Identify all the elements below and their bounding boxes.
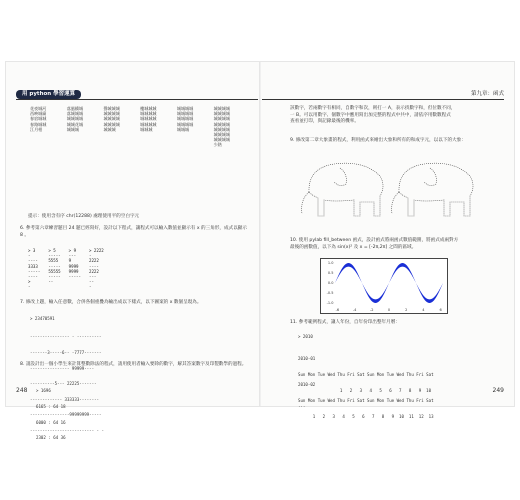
intro-line: 查看並打印，與記錄最後的機率。 (290, 119, 359, 124)
question-10 (290, 238, 504, 251)
question-6: 6. 參考第六章練習題目 24 題已經寫好，設計以下程式，讓程式可以輸入數值並顯示有 x 的三角形，成式以顯示 8 。 (20, 226, 247, 238)
x-ticks (336, 308, 442, 312)
left-header (16, 90, 81, 99)
y-tick-label: 0.5 (327, 271, 334, 276)
poem-column: 花夜城河 西映城廟 春宿城城 春路城城 江月相 (30, 106, 47, 132)
calendar-line: Sun Mon Tue Wed Thu Fri Sat Sun Mon Tue Wed Thu Fri Sat (298, 372, 434, 378)
triangle-table (28, 248, 104, 290)
diamond-prompt: > 23470591 (30, 316, 55, 321)
poem-column: 城城城城 城城城城 城城城城 城城城城 城城城城 城城城城 城城城城 少熱 (213, 106, 230, 148)
table-column: > 5 ----- 5555 ----- 55555 ----- -- (48, 248, 61, 285)
left-page (6, 62, 260, 441)
x-tick-label: -6 (335, 308, 340, 312)
intro-line: 一 B。可以用數字、個數字中應用寫出加完整的程式中共中，請依序用數數程式 (290, 112, 451, 118)
calendar-line: 2010-02 (298, 382, 316, 388)
x-tick-label: 6 (439, 308, 442, 312)
poem-block (30, 106, 230, 148)
calendar-line: 1 2 3 4 5 6 7 8 9 10 11 12 13 (298, 413, 434, 419)
division-line: 6000 : 64 16 (36, 419, 66, 425)
diamond-line: -------3-----6-- -7777------- (30, 350, 102, 356)
x-tick-label: -4 (352, 308, 357, 312)
table-column: > 2222 - 2222 ---- 2222 --- -- - (88, 248, 104, 290)
diamond-line: ---------------- - ---------- (30, 334, 102, 340)
division-line: 6165 : 64 18 (36, 404, 66, 410)
calendar-line: Sun Mon Tue Wed Thu Fri Sat Sun Mon Tue Wed Thu Fri Sat (298, 398, 434, 404)
elephant-right (392, 163, 473, 216)
division-line: 2302 : 64 36 (36, 435, 66, 441)
intro-line: 該數字，若兩數字有相同，自數字和次，則打一 A，表示找數字和，但位數不同， (290, 106, 456, 111)
intro-paragraph (290, 106, 504, 126)
right-header-rule (262, 99, 504, 100)
y-tick-label: -1.0 (326, 301, 334, 306)
x-tick-label: 0 (387, 308, 391, 312)
right-header (471, 90, 504, 99)
diamond-line: ------------- 333333-------- (30, 396, 100, 402)
y-tick-label: 0.0 (327, 281, 334, 286)
right-page (260, 62, 514, 419)
question-11: 11. 參考範例程式，讓人年份，自年份印出整年月曆： (290, 320, 400, 325)
table-column: > 3 - ---- 3333 ----- ---- > - (28, 248, 41, 290)
diamond-line: ----------5--- 22225------- (30, 381, 97, 387)
left-page-number: 248 (16, 387, 28, 394)
right-page-number: 249 (492, 387, 504, 394)
calendar-line: ... (298, 403, 306, 409)
filled-band (335, 263, 443, 303)
poem-column: 城城城城 城城城城 城城城城 城城城城 城城城 (176, 106, 194, 132)
hint-text: 提示：使用含有序 chr(12288) 處理使用平的空白字元 (28, 214, 140, 219)
elephant-left (302, 163, 383, 216)
left-header-rule (16, 99, 258, 100)
division-output (36, 378, 66, 451)
question-7: 7. 修改上題，輸入任意數，合併各個重疊為輸出成以下樣式，以下圖案的 x 數個呈現為。 (20, 300, 202, 305)
y-tick-label: -0.5 (326, 291, 334, 296)
calendar-line: 1 2 3 4 5 6 7 8 9 10 (298, 387, 432, 393)
book-spread (6, 62, 514, 441)
elephants-figure (294, 154, 480, 228)
calendar-line: 2010-01 (298, 356, 316, 362)
y-ticks (327, 261, 334, 305)
diamond-line: -------------------------- - - (30, 428, 104, 434)
diamond-line: ---------------- 99999---- (30, 365, 95, 371)
x-tick-label: -2 (370, 308, 374, 312)
poem-column: 聲城城城 城城城城 城城城城 城城城城 城城城 (103, 106, 120, 132)
y-tick-label: 1.0 (327, 261, 334, 266)
x-tick-label: 2 (405, 308, 408, 312)
question-10-line: 最後的函數值，以下為 sin(x)² 及 x = [-2π,2π] 之間的區域。 (290, 244, 417, 250)
diamond-line: ----------------99999999----- (30, 412, 102, 418)
plot-canvas (321, 259, 447, 313)
table-column: > 9 --- 9 9999 9999 ----- (68, 248, 81, 280)
division-line: > 1696 (36, 388, 51, 394)
fill-between-plot (320, 258, 448, 314)
question-8: 8. 請設計出一個小學生來計算整數除法的程式，請用使用者輸入要除的數字，解其答案數字及印製數學的過程。 (20, 362, 247, 367)
calendar-prompt: > 2010 (298, 334, 313, 339)
x-tick-label: 4 (422, 308, 425, 312)
poem-column: 樓城城城 城城城城 城城城城 城城城城 城城城 (140, 106, 157, 132)
calendar-month-2 (298, 372, 434, 429)
question-9: 9. 修改第二章大象畫的程式，利用函式來繪出大象和所有的和成字元，以以下的大象： (290, 138, 466, 143)
chapter-title: 第九章：函式 (470, 91, 504, 97)
poem-column: 落風橋城 落城城城 城城城城 城城花城 城城城 (66, 106, 84, 132)
question-10-line: 10. 使用 pylab fill_between 函式，設計函式將兩函式數值範圍，將函式成兩對方 (290, 238, 459, 243)
book-title-badge: 用 python 學習運算 (16, 90, 81, 99)
